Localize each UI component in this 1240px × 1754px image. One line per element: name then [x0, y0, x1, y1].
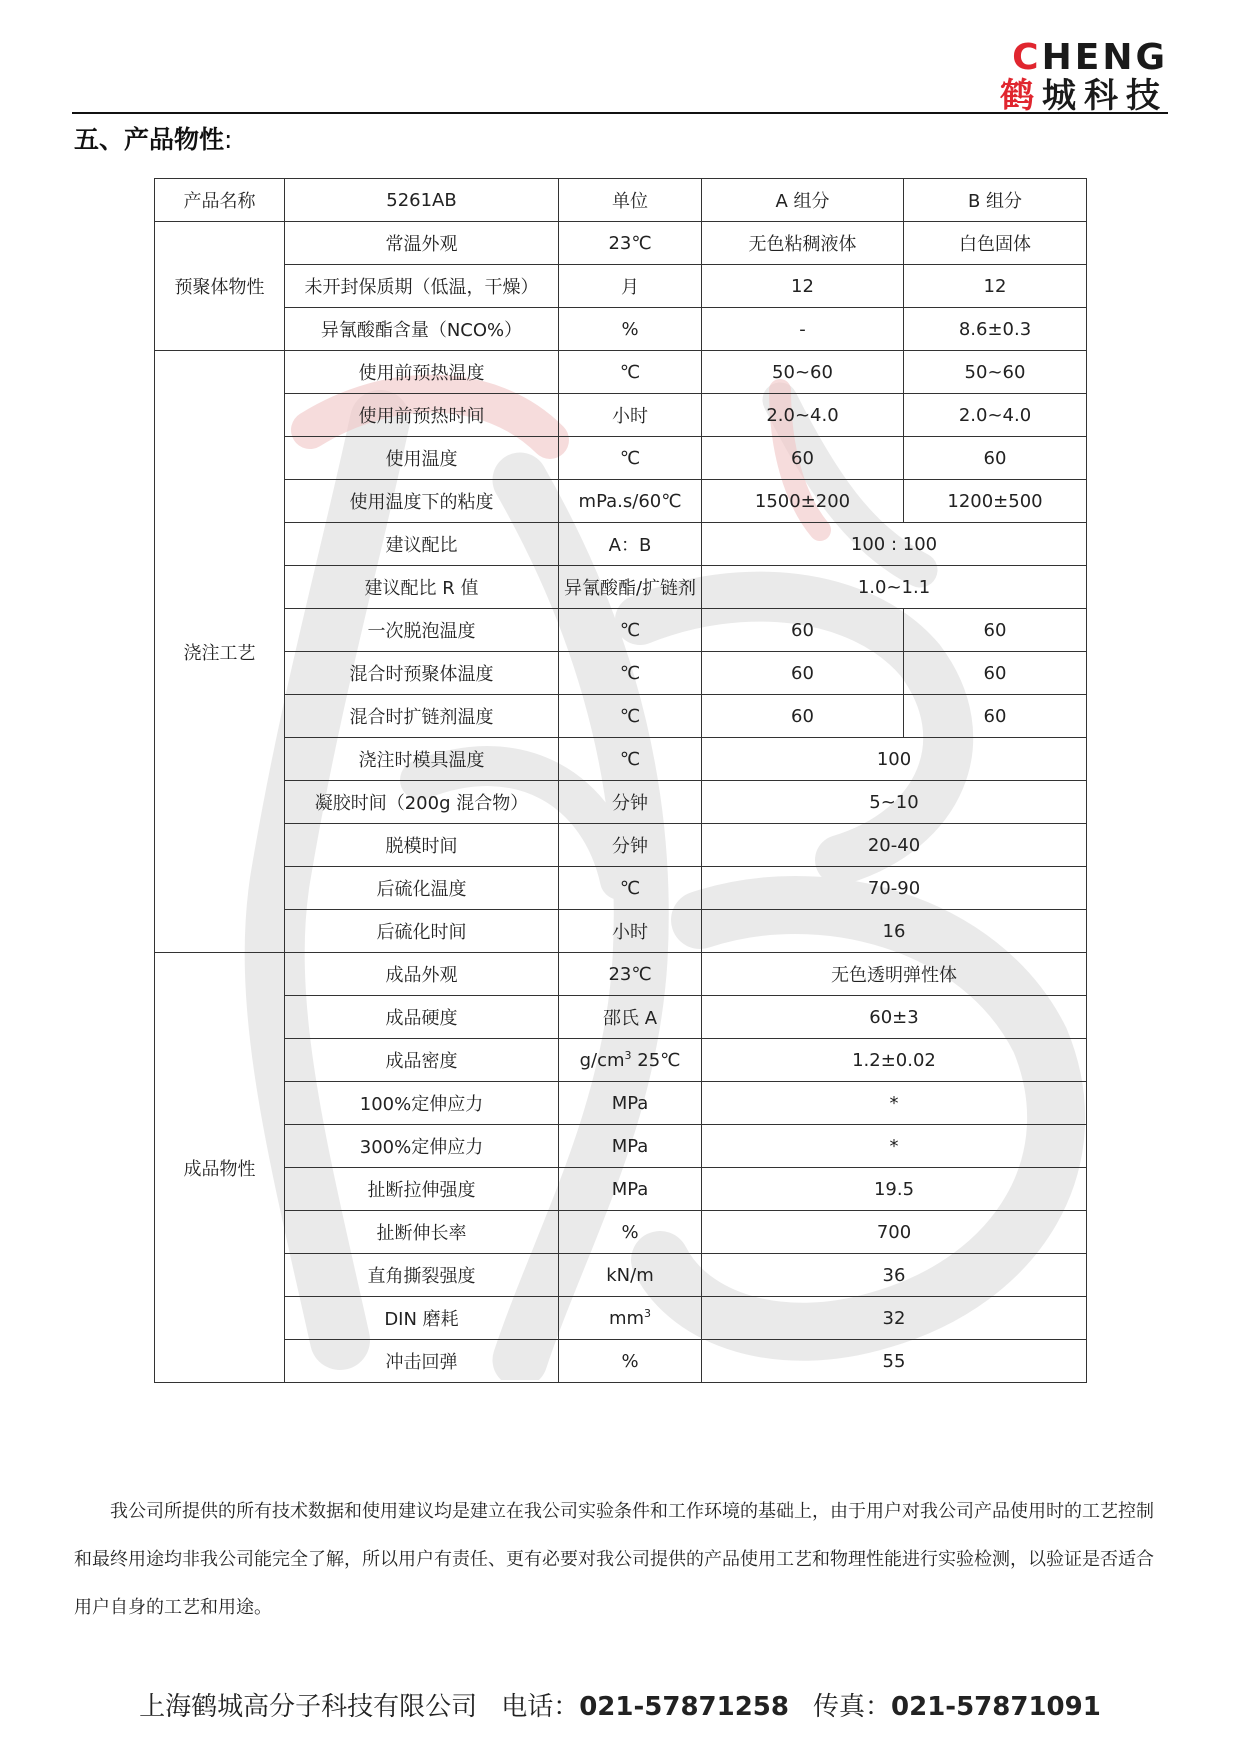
item-cell: 一次脱泡温度 — [285, 609, 559, 652]
logo-accent-letter: C — [1012, 37, 1042, 78]
table-row — [155, 910, 1087, 953]
item-cell: 使用前预热温度 — [285, 351, 559, 394]
table-row — [155, 1125, 1087, 1168]
header-cell-unit: 单位 — [559, 179, 702, 222]
section-title — [74, 120, 232, 156]
unit-cell: ℃ — [559, 609, 702, 652]
unit-suffix: 25℃ — [631, 1050, 681, 1071]
merged-value-cell: 36 — [702, 1254, 1087, 1297]
item-cell: 脱模时间 — [285, 824, 559, 867]
b-value-cell: 50~60 — [904, 351, 1087, 394]
a-value-cell: 60 — [702, 609, 904, 652]
header-rule — [72, 112, 1168, 114]
table-row — [155, 308, 1087, 351]
unit-cell — [559, 1297, 702, 1340]
table-row — [155, 996, 1087, 1039]
merged-value-cell: 70-90 — [702, 867, 1087, 910]
unit-cell: MPa — [559, 1125, 702, 1168]
b-value-cell: 60 — [904, 437, 1087, 480]
item-cell: 混合时扩链剂温度 — [285, 695, 559, 738]
footer-company: 上海鹤城高分子科技有限公司 — [139, 1692, 478, 1722]
unit-cell: A：B — [559, 523, 702, 566]
footer-fax-label: 传真： — [813, 1692, 892, 1722]
table-row — [155, 1211, 1087, 1254]
a-value-cell: 1500±200 — [702, 480, 904, 523]
b-value-cell: 12 — [904, 265, 1087, 308]
table-row — [155, 1168, 1087, 1211]
item-cell: 建议配比 — [285, 523, 559, 566]
a-value-cell: 60 — [702, 437, 904, 480]
unit-text: g/cm — [579, 1050, 625, 1071]
logo-cn-first: 鹤 — [1000, 76, 1042, 116]
unit-cell: 23℃ — [559, 222, 702, 265]
item-cell: 成品硬度 — [285, 996, 559, 1039]
b-value-cell: 1200±500 — [904, 480, 1087, 523]
merged-value-cell: 100 : 100 — [702, 523, 1087, 566]
item-cell: 后硫化温度 — [285, 867, 559, 910]
merged-value-cell: * — [702, 1125, 1087, 1168]
table-row — [155, 652, 1087, 695]
table-row — [155, 953, 1087, 996]
unit-cell: 小时 — [559, 394, 702, 437]
table-row — [155, 1297, 1087, 1340]
item-cell: 常温外观 — [285, 222, 559, 265]
company-logo — [1000, 37, 1168, 116]
header-cell-a: A 组分 — [702, 179, 904, 222]
section-title-colon: : — [224, 125, 233, 154]
unit-cell: % — [559, 1211, 702, 1254]
item-cell: 使用前预热时间 — [285, 394, 559, 437]
b-value-cell: 60 — [904, 695, 1087, 738]
a-value-cell: 2.0~4.0 — [702, 394, 904, 437]
item-cell: 异氰酸酯含量（NCO%） — [285, 308, 559, 351]
group-label-casting: 浇注工艺 — [155, 351, 285, 953]
item-cell: 300%定伸应力 — [285, 1125, 559, 1168]
a-value-cell: - — [702, 308, 904, 351]
b-value-cell: 白色固体 — [904, 222, 1087, 265]
product-properties-table — [154, 178, 1087, 1383]
table-row — [155, 394, 1087, 437]
unit-text: mm — [608, 1308, 645, 1329]
table-row — [155, 351, 1087, 394]
unit-cell: % — [559, 1340, 702, 1383]
table-row — [155, 566, 1087, 609]
a-value-cell: 60 — [702, 695, 904, 738]
logo-word-rest: HENG — [1041, 37, 1168, 78]
merged-value-cell: 无色透明弹性体 — [702, 953, 1087, 996]
unit-cell: mPa.s/60℃ — [559, 480, 702, 523]
item-cell: 建议配比 R 值 — [285, 566, 559, 609]
item-cell: 扯断拉伸强度 — [285, 1168, 559, 1211]
b-value-cell: 60 — [904, 609, 1087, 652]
header-cell-b: B 组分 — [904, 179, 1087, 222]
unit-cell: ℃ — [559, 738, 702, 781]
merged-value-cell: 19.5 — [702, 1168, 1087, 1211]
b-value-cell: 8.6±0.3 — [904, 308, 1087, 351]
table-row — [155, 1340, 1087, 1383]
item-cell: 100%定伸应力 — [285, 1082, 559, 1125]
item-cell: 使用温度 — [285, 437, 559, 480]
merged-value-cell: 16 — [702, 910, 1087, 953]
logo-cn-rest: 城科技 — [1042, 76, 1168, 116]
table-row — [155, 437, 1087, 480]
logo-chinese-name — [1000, 76, 1168, 116]
footer-tel-label: 电话： — [501, 1692, 580, 1722]
footer-fax-number: 021-57871091 — [891, 1692, 1101, 1722]
merged-value-cell: 1.2±0.02 — [702, 1039, 1087, 1082]
group-label-finished: 成品物性 — [155, 953, 285, 1383]
unit-cell: % — [559, 308, 702, 351]
unit-cell: ℃ — [559, 695, 702, 738]
item-cell: 直角撕裂强度 — [285, 1254, 559, 1297]
table-row — [155, 824, 1087, 867]
item-cell: 后硫化时间 — [285, 910, 559, 953]
table-header-row — [155, 179, 1087, 222]
item-cell: 使用温度下的粘度 — [285, 480, 559, 523]
unit-cell: 分钟 — [559, 781, 702, 824]
table-row — [155, 867, 1087, 910]
logo-wordmark — [1000, 37, 1168, 78]
section-title-text: 五、产品物性 — [74, 125, 225, 154]
merged-value-cell: 32 — [702, 1297, 1087, 1340]
merged-value-cell: 100 — [702, 738, 1087, 781]
item-cell: 未开封保质期（低温，干燥） — [285, 265, 559, 308]
merged-value-cell: 700 — [702, 1211, 1087, 1254]
item-cell: 冲击回弹 — [285, 1340, 559, 1383]
b-value-cell: 2.0~4.0 — [904, 394, 1087, 437]
item-cell: 混合时预聚体温度 — [285, 652, 559, 695]
table-row — [155, 480, 1087, 523]
header-cell-product: 5261AB — [285, 179, 559, 222]
unit-cell: 异氰酸酯/扩链剂 — [559, 566, 702, 609]
unit-cell: kN/m — [559, 1254, 702, 1297]
unit-cell: 月 — [559, 265, 702, 308]
item-cell: 成品外观 — [285, 953, 559, 996]
item-cell: 浇注时模具温度 — [285, 738, 559, 781]
table-row — [155, 738, 1087, 781]
footer-contact — [0, 1686, 1240, 1723]
table-row — [155, 222, 1087, 265]
merged-value-cell: 20-40 — [702, 824, 1087, 867]
a-value-cell: 60 — [702, 652, 904, 695]
item-cell: 凝胶时间（200g 混合物） — [285, 781, 559, 824]
unit-superscript: 3 — [624, 1049, 632, 1062]
merged-value-cell: 55 — [702, 1340, 1087, 1383]
a-value-cell: 50~60 — [702, 351, 904, 394]
header-cell-name: 产品名称 — [155, 179, 285, 222]
unit-cell: ℃ — [559, 437, 702, 480]
a-value-cell: 无色粘稠液体 — [702, 222, 904, 265]
item-cell: 成品密度 — [285, 1039, 559, 1082]
table-row — [155, 523, 1087, 566]
unit-superscript: 3 — [644, 1307, 652, 1320]
merged-value-cell: 1.0~1.1 — [702, 566, 1087, 609]
a-value-cell: 12 — [702, 265, 904, 308]
b-value-cell: 60 — [904, 652, 1087, 695]
table-row — [155, 781, 1087, 824]
table-row — [155, 695, 1087, 738]
merged-value-cell: 60±3 — [702, 996, 1087, 1039]
item-cell: 扯断伸长率 — [285, 1211, 559, 1254]
unit-cell: 23℃ — [559, 953, 702, 996]
footer-tel-number: 021-57871258 — [579, 1692, 789, 1722]
table-row — [155, 609, 1087, 652]
unit-cell: ℃ — [559, 351, 702, 394]
unit-cell: MPa — [559, 1082, 702, 1125]
table-row — [155, 1082, 1087, 1125]
merged-value-cell: * — [702, 1082, 1087, 1125]
unit-cell — [559, 1039, 702, 1082]
disclaimer-paragraph: 我公司所提供的所有技术数据和使用建议均是建立在我公司实验条件和工作环境的基础上，由于用户对我公司产品使用时的工艺控制和最终用途均非我公司能完全了解，所以用户有责任、更有必要对我公司提供的产品使用工艺和物理性能进行实验检测，以验证是否适合用户自身的工艺和用途。 — [74, 1501, 1154, 1618]
merged-value-cell: 5~10 — [702, 781, 1087, 824]
table-row — [155, 1254, 1087, 1297]
unit-cell: ℃ — [559, 652, 702, 695]
item-cell: DIN 磨耗 — [285, 1297, 559, 1340]
table-row — [155, 265, 1087, 308]
unit-cell: MPa — [559, 1168, 702, 1211]
table-row — [155, 1039, 1087, 1082]
unit-cell: 分钟 — [559, 824, 702, 867]
group-label-prepolymer: 预聚体物性 — [155, 222, 285, 351]
unit-cell: 小时 — [559, 910, 702, 953]
unit-cell: 邵氏 A — [559, 996, 702, 1039]
unit-cell: ℃ — [559, 867, 702, 910]
